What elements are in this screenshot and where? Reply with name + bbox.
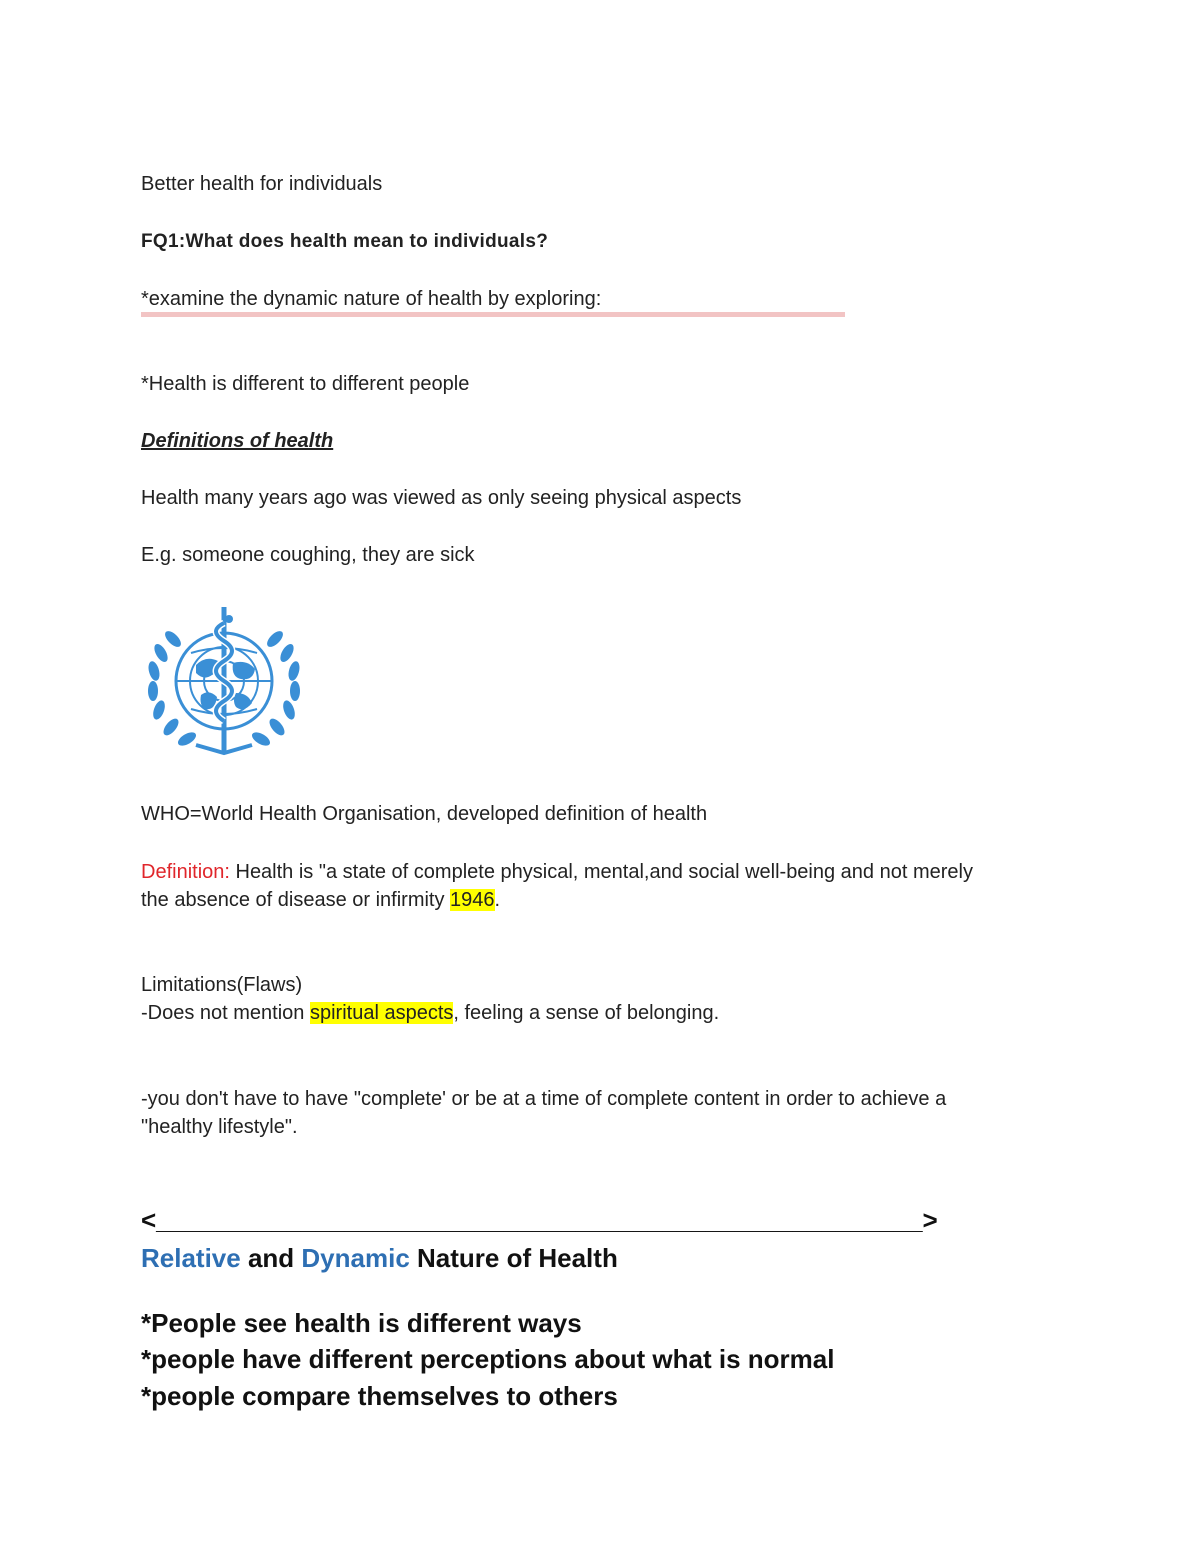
definition-label: Definition: bbox=[141, 861, 230, 883]
limitation-1-suffix: , feeling a sense of belonging. bbox=[453, 1002, 720, 1024]
definition-line-1 bbox=[141, 858, 973, 886]
example-line: E.g. someone coughing, they are sick bbox=[141, 544, 475, 566]
heading-relative: Relative bbox=[141, 1243, 241, 1273]
history-line: Health many years ago was viewed as only seeing physical aspects bbox=[141, 487, 742, 509]
who-line: WHO=World Health Organisation, developed definition of health bbox=[141, 803, 708, 825]
bullet-item: *People see health is different ways bbox=[141, 1308, 582, 1338]
definition-line-2 bbox=[141, 886, 500, 914]
focus-question: FQ1:What does health mean to individuals? bbox=[141, 231, 549, 252]
heading-dynamic: Dynamic bbox=[301, 1243, 410, 1273]
limitation-1-prefix: -Does not mention bbox=[141, 1002, 310, 1024]
heading-and: and bbox=[240, 1243, 302, 1273]
bullet-item: *people compare themselves to others bbox=[141, 1381, 618, 1411]
limitations-heading: Limitations(Flaws) bbox=[141, 974, 303, 996]
health-different-line: *Health is different to different people bbox=[141, 373, 470, 395]
definition-text-1: Health is "a state of complete physical, mental,and social well-being and not merely bbox=[229, 861, 973, 883]
spiritual-aspects-highlight: spiritual aspects bbox=[309, 1002, 454, 1024]
limitation-2-line-1: -you don't have to have "complete' or be at a time of complete content in order to achieve a bbox=[141, 1088, 947, 1110]
definitions-heading: Definitions of health bbox=[141, 430, 334, 452]
definition-end: . bbox=[494, 889, 501, 911]
section-heading bbox=[141, 1240, 618, 1276]
heading-rest: Nature of Health bbox=[409, 1243, 618, 1273]
examine-line: *examine the dynamic nature of health by exploring: bbox=[141, 288, 602, 310]
definition-text-2: the absence of disease or infirmity bbox=[141, 889, 451, 911]
pink-divider-rule bbox=[141, 312, 845, 317]
who-emblem-logo bbox=[141, 603, 307, 758]
bullet-item: *people have different perceptions about what is normal bbox=[141, 1344, 835, 1374]
limitation-1 bbox=[141, 999, 719, 1027]
section-divider: <_____________________________________________________> bbox=[141, 1205, 938, 1235]
document-title: Better health for individuals bbox=[141, 173, 383, 195]
limitation-2-line-2: "healthy lifestyle". bbox=[141, 1116, 298, 1138]
definition-year-highlight: 1946 bbox=[450, 889, 495, 911]
